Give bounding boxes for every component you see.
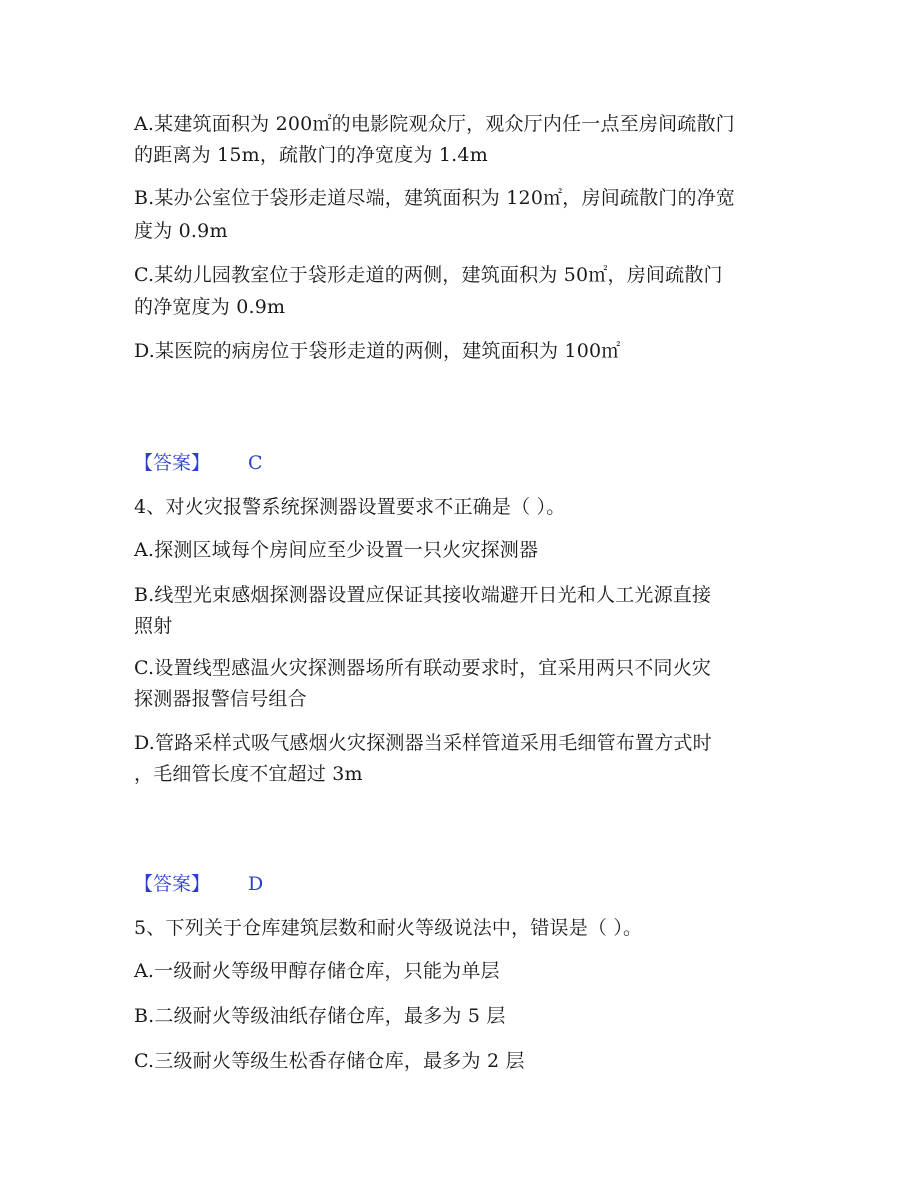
q3-option-a-line1: A.某建筑面积为 200㎡的电影院观众厅，观众厅内任一点至房间疏散门 bbox=[134, 113, 735, 135]
q4-option-b-line2: 照射 bbox=[134, 615, 173, 637]
q3-option-c-line2: 的净宽度为 0.9m bbox=[134, 296, 286, 318]
q3-option-b-line1: B.某办公室位于袋形走道尽端，建筑面积为 120㎡，房间疏散门的净宽 bbox=[134, 187, 736, 209]
answer-3 bbox=[134, 451, 263, 475]
q4-option-d-line1: D.管路采样式吸气感烟火灾探测器当采样管道采用毛细管布置方式时 bbox=[134, 732, 712, 754]
answer-4 bbox=[134, 872, 263, 896]
answer-tag: 【答案】 bbox=[134, 873, 211, 895]
q3-option-c-line1: C.某幼儿园教室位于袋形走道的两侧，建筑面积为 50㎡，房间疏散门 bbox=[134, 264, 723, 286]
answer-tag: 【答案】 bbox=[134, 452, 211, 474]
q4-option-c-line2: 探测器报警信号组合 bbox=[134, 688, 307, 710]
q4-option-b-line1: B.线型光束感烟探测器设置应保证其接收端避开日光和人工光源直接 bbox=[134, 584, 712, 606]
q3-option-a-line2: 的距离为 15m，疏散门的净宽度为 1.4m bbox=[134, 144, 488, 166]
q4-option-d-line2: ，毛细管长度不宜超过 3m bbox=[134, 763, 363, 785]
answer-value: D bbox=[248, 873, 264, 895]
answer-value: C bbox=[248, 452, 263, 474]
q5-option-b-line1: B.二级耐火等级油纸存储仓库，最多为 5 层 bbox=[134, 1005, 506, 1027]
q5-option-a-line1: A.一级耐火等级甲醇存储仓库，只能为单层 bbox=[134, 960, 500, 982]
q4-option-c-line1: C.设置线型感温火灾探测器场所有联动要求时，宜采用两只不同火灾 bbox=[134, 657, 712, 679]
q3-option-b-line2: 度为 0.9m bbox=[134, 220, 228, 242]
q5-option-c-line1: C.三级耐火等级生松香存储仓库，最多为 2 层 bbox=[134, 1050, 525, 1072]
q4-question: 4、对火灾报警系统探测器设置要求不正确是（ ）。 bbox=[134, 496, 566, 518]
q4-option-a-line1: A.探测区域每个房间应至少设置一只火灾探测器 bbox=[134, 539, 539, 561]
q5-question: 5、下列关于仓库建筑层数和耐火等级说法中，错误是（ ）。 bbox=[134, 917, 643, 939]
q3-option-d-line1: D.某医院的病房位于袋形走道的两侧，建筑面积为 100㎡ bbox=[134, 340, 621, 362]
